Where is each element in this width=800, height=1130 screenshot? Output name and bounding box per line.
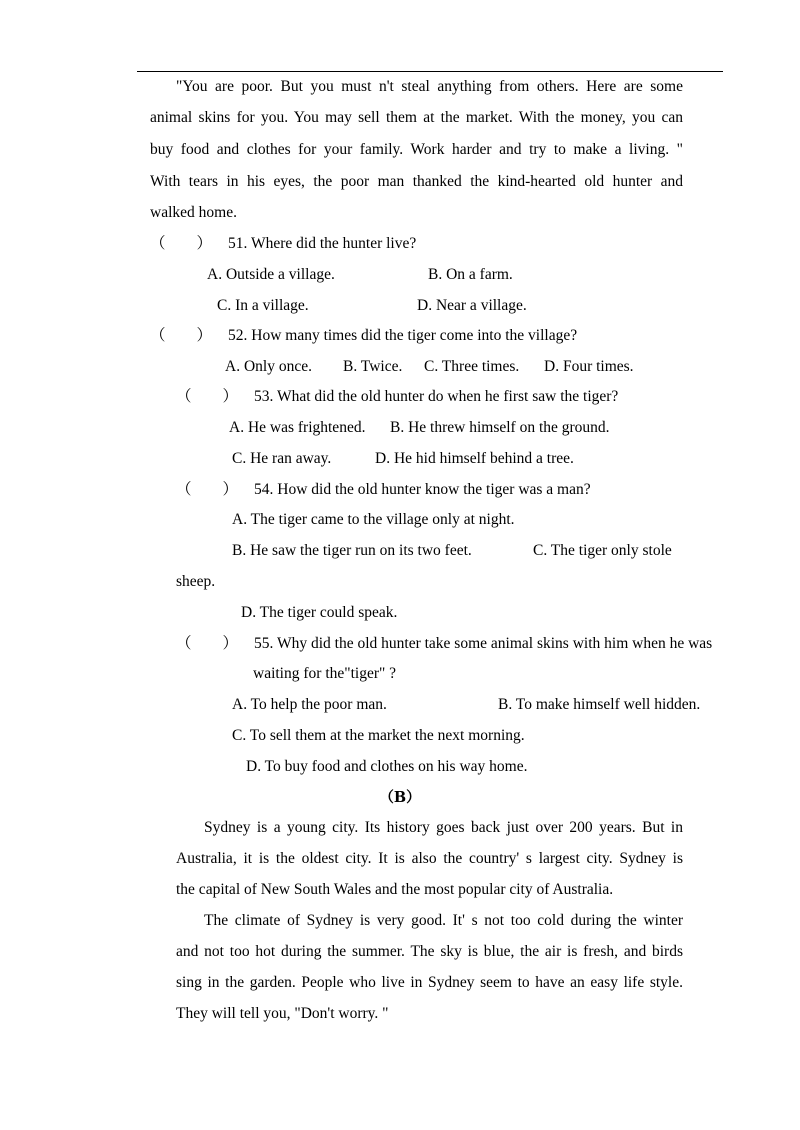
question-55-stem-cont: waiting for the"tiger" ?	[253, 665, 397, 682]
section-b-p1-line-2: Australia, it is the oldest city. It is also the country' s largest city. Sydney is	[176, 850, 683, 867]
q51-option-b: B. On a farm.	[428, 266, 513, 283]
question-52-stem: 52. How many times did the tiger come into the village?	[228, 327, 578, 344]
question-54-stem: 54. How did the old hunter know the tiger was a man?	[254, 481, 591, 498]
q53-option-a: A. He was frightened.	[229, 419, 366, 436]
q54-option-c: C. The tiger only stole	[533, 542, 672, 559]
passage-a-line-4: With tears in his eyes, the poor man thanked the kind-hearted old hunter and	[150, 173, 683, 190]
q51-option-a: A. Outside a village.	[207, 266, 335, 283]
section-b-p1-line-1: Sydney is a young city. Its history goes back just over 200 years. But in	[204, 819, 683, 836]
section-b-p2-line-4: They will tell you, "Don't worry. "	[176, 1005, 389, 1022]
section-b-p2-line-1: The climate of Sydney is very good. It' s not too cold during the winter	[204, 912, 683, 929]
section-b-p2-line-3: sing in the garden. People who live in Sydney seem to have an easy life style.	[176, 974, 683, 991]
q51-option-c: C. In a village.	[217, 297, 309, 314]
q55-option-a: A. To help the poor man.	[232, 696, 387, 713]
answer-bracket-55[interactable]: （ ）	[176, 635, 239, 652]
answer-bracket-54[interactable]: （ ）	[176, 481, 239, 498]
q52-option-a: A. Only once.	[225, 358, 312, 375]
answer-bracket-52[interactable]: （ ）	[150, 327, 213, 344]
q54-option-a: A. The tiger came to the village only at night.	[232, 511, 515, 528]
q55-option-b: B. To make himself well hidden.	[498, 696, 701, 713]
question-55-stem: 55. Why did the old hunter take some animal skins with him when he was	[254, 635, 713, 652]
q54-option-b: B. He saw the tiger run on its two feet.	[232, 542, 472, 559]
q53-option-b: B. He threw himself on the ground.	[390, 419, 610, 436]
q51-option-d: D. Near a village.	[417, 297, 527, 314]
question-51-stem: 51. Where did the hunter live?	[228, 235, 417, 252]
q54-option-d: D. The tiger could speak.	[241, 604, 398, 621]
passage-a-line-3: buy food and clothes for your family. Work harder and try to make a living. "	[150, 141, 683, 158]
section-b-p2-line-2: and not too hot during the summer. The sky is blue, the air is fresh, and birds	[176, 943, 683, 960]
q52-option-b: B. Twice.	[343, 358, 403, 375]
q55-option-c: C. To sell them at the market the next morning.	[232, 727, 525, 744]
section-b-heading: （B）	[379, 789, 421, 806]
q52-option-c: C. Three times.	[424, 358, 520, 375]
q53-option-c: C. He ran away.	[232, 450, 332, 467]
passage-a-line-1: "You are poor. But you must n't steal anything from others. Here are some	[176, 78, 683, 95]
section-b-p1-line-3: the capital of New South Wales and the most popular city of Australia.	[176, 881, 614, 898]
q55-option-d: D. To buy food and clothes on his way home.	[246, 758, 528, 775]
question-53-stem: 53. What did the old hunter do when he first saw the tiger?	[254, 388, 619, 405]
q52-option-d: D. Four times.	[544, 358, 634, 375]
passage-a-line-2: animal skins for you. You may sell them at the market. With the money, you can	[150, 109, 683, 126]
q53-option-d: D. He hid himself behind a tree.	[375, 450, 574, 467]
q54-option-c-cont: sheep.	[176, 573, 216, 590]
passage-a-line-5: walked home.	[150, 204, 237, 221]
answer-bracket-53[interactable]: （ ）	[176, 388, 239, 405]
answer-bracket-51[interactable]: （ ）	[150, 235, 213, 252]
header-rule	[137, 71, 723, 72]
